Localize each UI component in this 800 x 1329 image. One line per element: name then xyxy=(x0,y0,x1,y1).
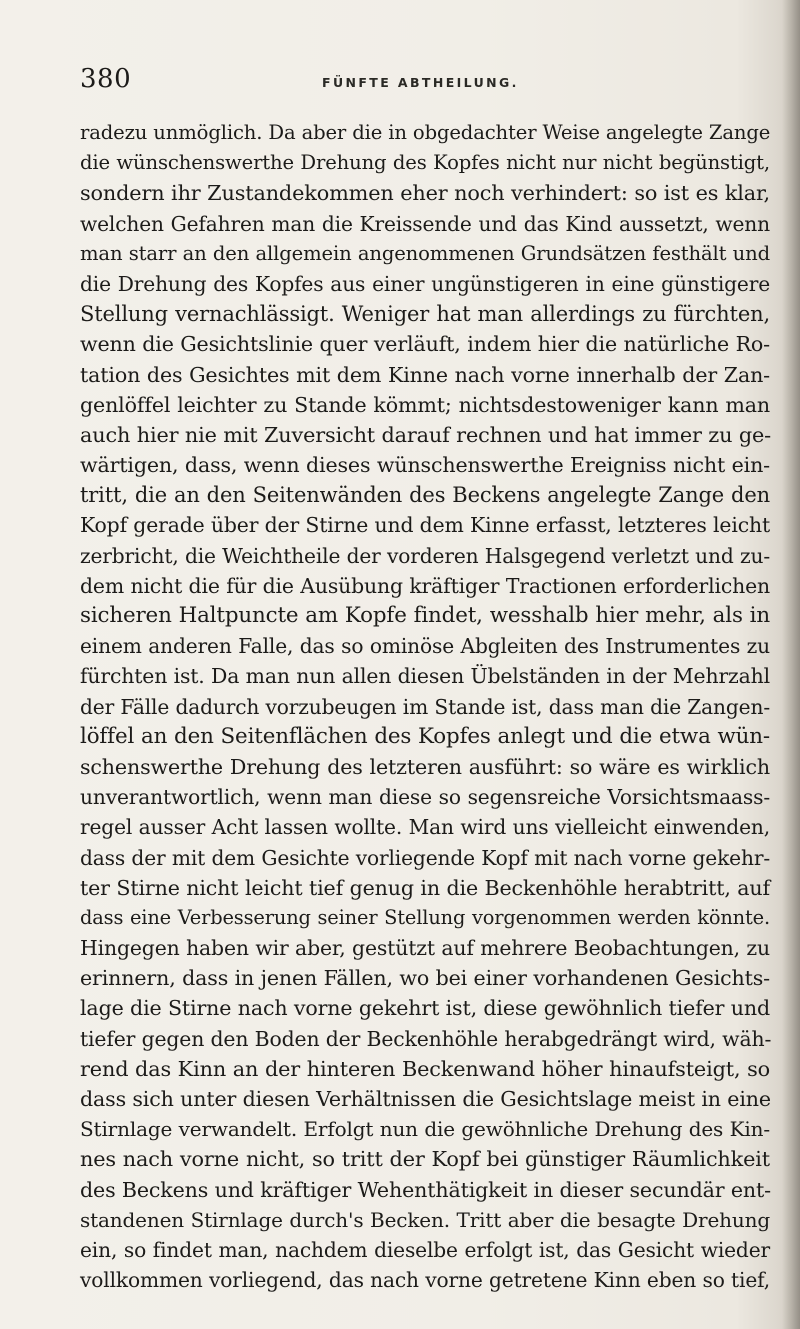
text-line: standenen Stirnlage durch's Becken. Tritt aber die besagte Drehung xyxy=(80,1207,770,1232)
text-line: vollkommen vorliegend, das nach vorne getretene Kinn eben so tief, xyxy=(80,1268,770,1293)
text-line: der Fälle dadurch vorzubeugen im Stande ist, dass man die Zangen- xyxy=(80,694,770,719)
page-header xyxy=(80,64,780,98)
text-line: erinnern, dass in jenen Fällen, wo bei einer vorhandenen Gesichts- xyxy=(80,966,770,991)
text-line: rend das Kinn an der hinteren Beckenwand höher hinaufsteigt, so xyxy=(80,1056,770,1081)
text-line: dass sich unter diesen Verhältnissen die Gesichtslage meist in eine xyxy=(80,1087,771,1111)
text-line: sicheren Haltpuncte am Kopfe findet, wesshalb hier mehr, als in xyxy=(80,603,770,628)
text-line: wärtigen, dass, wenn dieses wünschenswerthe Ereigniss nicht ein- xyxy=(80,453,770,478)
text-line: ter Stirne nicht leicht tief genug in die Beckenhöhle herabtritt, auf xyxy=(80,875,770,900)
text-line: man starr an den allgemein angenommenen Grundsätzen festhält und xyxy=(80,241,770,265)
text-line: unverantwortlich, wenn man diese so segensreiche Vorsichtsmaass- xyxy=(80,785,770,810)
text-line: regel ausser Acht lassen wollte. Man wird uns vielleicht einwenden, xyxy=(80,815,770,840)
text-line: radezu unmöglich. Da aber die in obgedachter Weise angelegte Zange xyxy=(80,121,771,144)
text-line: tritt, die an den Seitenwänden des Beckens angelegte Zange den xyxy=(80,483,770,508)
text-line: tation des Gesichtes mit dem Kinne nach vorne innerhalb der Zan- xyxy=(80,362,770,387)
page-number: 380 xyxy=(80,64,132,94)
text-line: fürchten ist. Da man nun allen diesen Übelständen in der Mehrzahl xyxy=(80,664,770,689)
text-line: wenn die Gesichtslinie quer verläuft, indem hier die natürliche Ro- xyxy=(80,332,770,357)
text-line: des Beckens und kräftiger Wehenthätigkeit in dieser secundär ent- xyxy=(80,1177,771,1202)
text-line: zerbricht, die Weichtheile der vorderen Halsgegend verletzt und zu- xyxy=(80,543,770,568)
text-line: dem nicht die für die Ausübung kräftiger Tractionen erforderlichen xyxy=(80,573,770,598)
text-line: Kopf gerade über der Stirne und dem Kinne erfasst, letzteres leicht xyxy=(80,513,770,538)
running-head: FÜNFTE ABTHEILUNG. xyxy=(322,75,519,90)
text-line: Stellung vernachlässigt. Weniger hat man allerdings zu fürchten, xyxy=(80,302,770,327)
text-line: auch hier nie mit Zuversicht darauf rechnen und hat immer zu ge- xyxy=(80,422,772,447)
text-line: welchen Gefahren man die Kreissende und das Kind aussetzt, wenn xyxy=(80,211,770,236)
text-line: dass eine Verbesserung seiner Stellung vorgenommen werden könnte. xyxy=(80,905,770,929)
text-line: Hingegen haben wir aber, gestützt auf mehrere Beobachtungen, zu xyxy=(80,936,770,961)
text-line: lage die Stirne nach vorne gekehrt ist, diese gewöhnlich tiefer und xyxy=(80,996,770,1021)
text-line: schenswerthe Drehung des letzteren ausführt: so wäre es wirklich xyxy=(80,754,770,779)
text-line: dass der mit dem Gesichte vorliegende Kopf mit nach vorne gekehr- xyxy=(80,845,770,870)
text-line: einem anderen Falle, das so ominöse Abgleiten des Instrumentes zu xyxy=(80,634,770,659)
text-line: nes nach vorne nicht, so tritt der Kopf bei günstiger Räumlichkeit xyxy=(80,1147,770,1172)
body-text xyxy=(80,118,780,1295)
text-line: sondern ihr Zustandekommen eher noch verhindert: so ist es klar, xyxy=(80,181,770,206)
text-line: die Drehung des Kopfes aus einer ungünstigeren in eine günstigere xyxy=(80,271,770,296)
text-line: die wünschenswerthe Drehung des Kopfes nicht nur nicht begünstigt, xyxy=(80,151,770,175)
page-edge-shadow xyxy=(782,0,800,1329)
text-line: löffel an den Seitenflächen des Kopfes anlegt und die etwa wün- xyxy=(80,723,770,749)
text-line: Stirnlage verwandelt. Erfolgt nun die gewöhnliche Drehung des Kin- xyxy=(80,1117,770,1142)
text-line: genlöffel leichter zu Stande kömmt; nichtsdestoweniger kann man xyxy=(80,392,770,417)
text-line: ein, so findet man, nachdem dieselbe erfolgt ist, das Gesicht wieder xyxy=(80,1237,770,1262)
text-line: tiefer gegen den Boden der Beckenhöhle herabgedrängt wird, wäh- xyxy=(80,1026,772,1051)
